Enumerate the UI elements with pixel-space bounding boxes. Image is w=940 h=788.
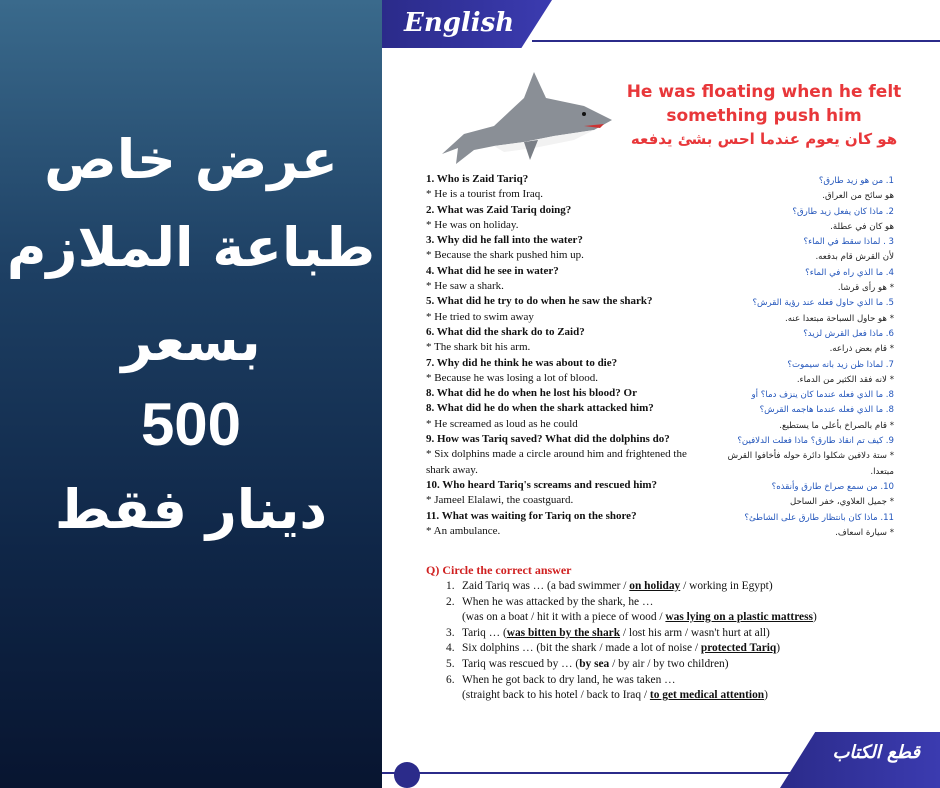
exercise-answer: protected Tariq — [700, 642, 777, 655]
qa-question: 10. Who heard Tariq's screams and rescued him? — [426, 478, 658, 491]
qa-ar-question: 10. من سمع صراخ طارق وأنقذه؟ — [771, 481, 894, 492]
qa-question: 6. What did the shark do to Zaid? — [426, 325, 585, 338]
qa-answer: * He was on holiday. — [426, 218, 519, 231]
qa-ar-question: 7. لماذا ظن زيد بانه سيموت؟ — [787, 359, 894, 370]
qa-ar-question: 11. ماذا كان بانتظار طارق على الشاطئ؟ — [744, 512, 894, 523]
qa-ar-question: 2. ماذا كان يفعل زيد طارق؟ — [792, 206, 894, 217]
exercise-number: 3. — [446, 626, 455, 639]
qa-question: 11. What was waiting for Tariq on the shore? — [426, 509, 637, 522]
qa-answer: * An ambulance. — [426, 524, 501, 537]
exercise-text: Zaid Tariq was … (a bad swimmer / — [462, 580, 630, 592]
exercise-text: Six dolphins … (bit the shark / made a lot of noise / — [462, 642, 701, 655]
promo-line-price-label: بسعر — [121, 310, 261, 373]
qa-ar-question: 8. ما الذي فعله عندما هاجمه القرش؟ — [759, 405, 894, 416]
header-band — [382, 0, 940, 62]
footer-dot — [394, 762, 420, 788]
exercise-answer: was lying on a plastic mattress — [665, 611, 813, 624]
exercise-text: ) — [776, 642, 781, 655]
qa-ar-question: 8. ما الذي فعله عندما كان ينزف دما؟ أو — [751, 390, 894, 401]
exercise-text: When he was attacked by the shark, he … — [462, 595, 654, 608]
promo-line-offer: عرض خاص — [44, 128, 338, 191]
qa-ar-answer: لأن القرش قام بدفعه. — [815, 252, 894, 263]
exercise-title: Q) Circle the correct answer — [426, 563, 572, 577]
exercise-text: / working in Egypt) — [680, 580, 773, 592]
qa-question: 5. What did he try to do when he saw the shark? — [426, 295, 653, 308]
exercise-item — [446, 579, 906, 595]
qa-ar-question: 6. ماذا فعل القرش لزيد؟ — [803, 328, 894, 339]
qa-answer: * Six dolphins made a circle around him and frightened the shark away. — [426, 448, 687, 476]
qa-ar-answer: * ستة دلافين شكلوا دائرة حوله فأخافوا القرش مبتعدا. — [727, 451, 894, 477]
qa-answer: * He screamed as loud as he could — [426, 417, 578, 430]
lesson-title-ar: هو كان يعوم عندما احس بشئ يدفعه — [630, 130, 898, 148]
qa-ar-question: 3 . لماذا سقط في الماء؟ — [803, 237, 894, 248]
qa-ar-answer: * سيارة اسعاف. — [835, 527, 894, 538]
exercise-number: 4. — [446, 642, 455, 655]
qa-question: 9. How was Tariq saved? What did the dolphins do? — [426, 433, 670, 446]
promo-panel — [0, 0, 382, 788]
promo-price: 500 — [140, 391, 242, 458]
subject-label: English — [404, 8, 515, 38]
footer — [382, 732, 940, 788]
qa-ar-question: 4. ما الذي راه في الماء؟ — [805, 267, 894, 278]
exercise-number: 2. — [446, 595, 455, 608]
qa-ar-answer: * لانه فقد الكثير من الدماء. — [796, 374, 894, 385]
exercise-item — [446, 641, 906, 657]
exercise-item — [446, 595, 906, 611]
exercise-text: When he got back to dry land, he was taken … — [462, 673, 676, 686]
qa-question: 4. What did he see in water? — [426, 264, 559, 277]
qa-ar-answer: هو سائح من العراق. — [822, 191, 894, 202]
qa-question: 8. What did he do when he lost his blood? Or — [426, 387, 637, 400]
qa-ar-answer: * جميل العلاوي، خفر الساحل — [789, 497, 894, 508]
qa-ar-answer: هو كان في عطلة. — [830, 221, 894, 232]
exercise-text: Tariq was rescued by … ( — [462, 657, 580, 670]
footer-brand: قطع الكتاب — [832, 742, 920, 763]
qa-question: 1. Who is Zaid Tariq? — [426, 173, 529, 185]
qa-question: 2. What was Zaid Tariq doing? — [426, 203, 572, 216]
qa-ar-question: 1. من هو زيد طارق؟ — [818, 176, 894, 186]
shark-illustration — [434, 68, 614, 168]
exercise-item — [446, 610, 906, 626]
exercise-answer: was bitten by the shark — [506, 626, 621, 639]
qa-ar-question: 5. ما الذي حاول فعله عند رؤية القرش؟ — [752, 298, 894, 309]
header-divider — [532, 40, 940, 42]
footer-divider — [382, 772, 802, 774]
exercise-item — [446, 673, 906, 689]
qa-ar-answer: * قام بالصراخ بأعلى ما يستطيع. — [779, 420, 894, 431]
exercise-list — [446, 579, 906, 704]
qa-question: 8. What did he do when the shark attacked him? — [426, 402, 654, 415]
qa-answer: * Because he was losing a lot of blood. — [426, 371, 598, 384]
lesson-title-en: He was floating when he felt something push him — [626, 82, 902, 126]
qa-ar-answer: * هو حاول السباحة مبتعدا عنه. — [785, 313, 894, 324]
qa-answer: * He saw a shark. — [426, 280, 504, 293]
worksheet-page — [382, 0, 940, 788]
exercise-text: ) — [812, 611, 817, 624]
exercise-text: / lost his arm / wasn't hurt at all) — [620, 626, 770, 639]
exercise-item — [446, 657, 906, 673]
qa-answer: * He tried to swim away — [426, 310, 534, 323]
qa-arabic — [722, 174, 894, 541]
qa-answer: * He is a tourist from Iraq. — [426, 188, 543, 201]
qa-answer: * Jameel Elalawi, the coastguard. — [426, 494, 574, 507]
exercise-answer: on holiday — [629, 580, 681, 592]
qa-question: 3. Why did he fall into the water? — [426, 234, 583, 247]
qa-question: 7. Why did he think he was about to die? — [426, 356, 618, 369]
exercise-text: (was on a boat / hit it with a piece of wood / — [462, 611, 666, 624]
qa-answer: * Because the shark pushed him up. — [426, 249, 584, 262]
exercise-number: 5. — [446, 657, 455, 670]
exercise-number: 6. — [446, 673, 455, 686]
qa-ar-question: 9. كيف تم انقاذ طارق؟ ماذا فعلت الدلافين؟ — [737, 436, 894, 447]
promo-line-print: طباعة الملازم — [6, 216, 376, 279]
exercise-answer: to get medical attention — [649, 689, 765, 702]
exercise-item — [446, 626, 906, 642]
exercise-text: Tariq … ( — [462, 626, 507, 639]
qa-english — [426, 172, 706, 539]
exercise-text: ) — [764, 689, 768, 702]
qa-answer: * The shark bit his arm. — [426, 341, 531, 354]
exercise-text: / by air / by two children) — [609, 657, 729, 670]
qa-ar-answer: * قام بعض ذراعه. — [829, 344, 894, 355]
qa-ar-answer: * هو رأى قرشا. — [837, 283, 894, 294]
exercise-text: (straight back to his hotel / back to Iraq / — [462, 689, 650, 702]
exercise-item — [446, 688, 906, 704]
exercise-answer: by sea — [579, 657, 610, 670]
promo-line-currency: دينار فقط — [54, 478, 328, 541]
exercise-number: 1. — [446, 580, 455, 592]
